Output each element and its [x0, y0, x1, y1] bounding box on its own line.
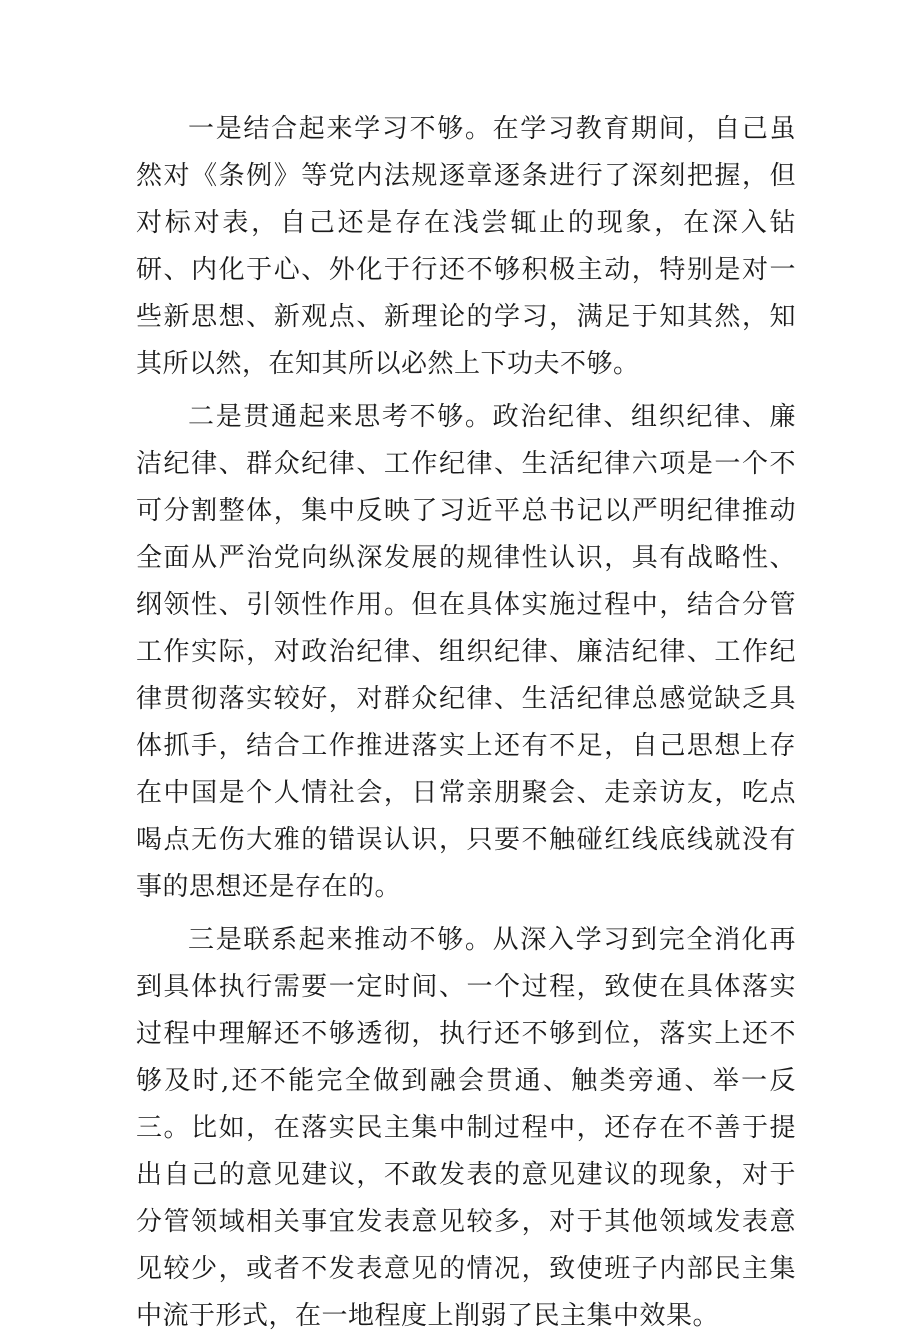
document-body — [136, 106, 796, 1340]
paragraph-2: 二是贯通起来思考不够。政治纪律、组织纪律、廉洁纪律、群众纪律、工作纪律、生活纪律六项是一个不可分割整体，集中反映了习近平总书记以严明纪律推动全面从严治党向纵深发展的规律性认识，具有战略性、纲领性、引领性作用。但在具体实施过程中，结合分管工作实际，对政治纪律、组织纪律、廉洁纪律、工作纪律贯彻落实较好，对群众纪律、生活纪律总感觉缺乏具体抓手，结合工作推进落实上还有不足，自己思想上存在中国是个人情社会，日常亲朋聚会、走亲访友，吃点喝点无伤大雅的错误认识，只要不触碰红线底线就没有事的思想还是存在的。 — [136, 402, 796, 902]
paragraph-1: 一是结合起来学习不够。在学习教育期间，自己虽然对《条例》等党内法规逐章逐条进行了深刻把握，但对标对表，自己还是存在浅尝辄止的现象，在深入钻研、内化于心、外化于行还不够积极主动，特别是对一些新思想、新观点、新理论的学习，满足于知其然，知其所以然，在知其所以必然上下功夫不够。 — [136, 114, 796, 379]
paragraph-3: 三是联系起来推动不够。从深入学习到完全消化再到具体执行需要一定时间、一个过程，致使在具体落实过程中理解还不够透彻，执行还不够到位，落实上还不够及时,还不能完全做到融会贯通、触类旁通、举一反三。比如，在落实民主集中制过程中，还存在不善于提出自己的意见建议，不敢发表的意见建议的现象，对于分管领域相关事宜发表意见较多，对于其他领域发表意见较少，或者不发表意见的情况，致使班子内部民主集中流于形式，在一地程度上削弱了民主集中效果。 — [136, 925, 796, 1331]
